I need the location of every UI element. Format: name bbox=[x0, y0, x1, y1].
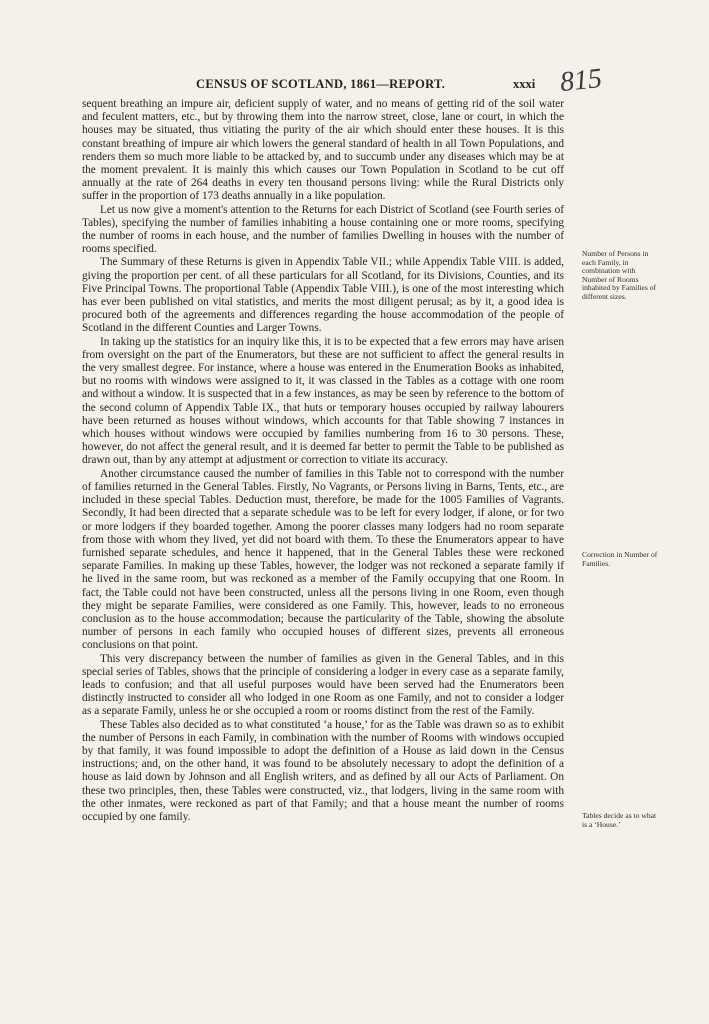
side-note-persons-rooms: Number of Persons in each Family, in combination with Number of Rooms inhabited by Families of different sizes. bbox=[582, 249, 657, 301]
page-header bbox=[0, 62, 709, 99]
running-title: CENSUS OF SCOTLAND, 1861—REPORT. bbox=[196, 77, 446, 91]
paragraph-7: These Tables also decided as to what constituted ‘a house,’ for as the Table was drawn so as to exhibit the number of Persons in each Family, in combination with the number of Rooms with windows occupied by that family, it was found impossible to adopt the definition of a House as laid down in the Census instructions; and, on the other hand, it was found to be absolutely necessary to adopt the definition of a house as laid down by Johnson and all English writers, and as defined by all our Acts of Parliament. On these two principles, then, these Tables were constructed, viz., that lodgers, living in the same room with the other inmates, were reckoned as part of that Family; and that a house meant the number of rooms occupied by one family. bbox=[82, 718, 564, 823]
side-note-house-definition: Tables decide as to what is a ‘House.’ bbox=[582, 811, 657, 829]
paragraph-2: Let us now give a moment's attention to the Returns for each District of Scotland (see Fourth series of Tables), specifying the number of families inhabiting a house containing one or more rooms, specifying the number of rooms in each house, and the number of families Dwelling in houses with the number of rooms specified. bbox=[82, 203, 564, 256]
side-note-correction: Correction in Number of Families. bbox=[582, 550, 658, 568]
handwritten-folio-number: 815 bbox=[558, 62, 604, 99]
paragraph-1: sequent breathing an impure air, deficient supply of water, and no means of getting rid of the soil water and feculent matters, etc., but by throwing them into the narrow street, close, lane or court, in which the houses may be situated, thus vitiating the purity of the air which should enter these houses. It is this constant breathing of impure air which lowers the general standard of health in all Town Populations, and renders them so much more liable to be attacked by, and to succumb under any diseases which may be at the moment prevalent. It is mainly this which causes our Town Population in Scotland to be cut off annually at the rate of 264 deaths in every ten thousand persons living: while the Rural Districts only suffer in the proportion of 173 deaths annually in a like population. bbox=[82, 98, 564, 203]
paragraph-6: This very discrepancy between the number of families as given in the General Tables, and in this special series of Tables, shows that the principle of considering a lodger in every case as a separate family, leads to confusion; and that all useful purposes would have been served had the Enumerators been distinctly instructed to consider all who lodged in one Room as one Family, and not to consider a lodger as a separate Family, unless he or she occupied a room or rooms distinct from the rest of the Family. bbox=[82, 652, 564, 718]
paragraph-4: In taking up the statistics for an inquiry like this, it is to be expected that a few errors may have arisen from oversight on the part of the Enumerators, but these are not sufficient to affect the general results in the very smallest degree. For instance, where a house was entered in the Enumeration Books as inhabited, but no rooms with windows were assigned to it, it was classed in the Tables as a cottage with one room and without a window. It is suspected that in a few instances, as may be seen by reference to the bottom of the second column of Appendix Table IX., that huts or temporary houses occupied by railway labourers have been returned as houses without windows, which accounts for that Table showing 7 instances in which houses without windows were occupied by families numbering from 16 to 30 persons. These, however, do not affect the general result, and it is deemed far better to permit the Table to be published as drawn out, than by any attempt at adjustment or correction to vitiate its accuracy. bbox=[82, 335, 564, 467]
page-number: xxxi bbox=[513, 77, 536, 91]
paragraph-5: Another circumstance caused the number of families in this Table not to correspond with the number of families returned in the General Tables. Firstly, No Vagrants, or Persons living in Barns, Tents, etc., are included in these special Tables. Deduction must, therefore, be made for the 1005 Families of Vagrants. Secondly, It had been directed that a separate schedule was to be left for every lodger, if alone, or for two or more lodgers if they boarded together. Among the poorer classes many lodgers had no room separate from those with whom they lived, yet did not board with them. To these the Enumerators appear to have furnished separate schedules, and hence it happened, that in the General Tables these were reckoned separate Families. In making up these Tables, however, the lodger was not reckoned a separate family if he lived in the same room, but was reckoned as a member of the Family occupying that one Room. In fact, the Table could not have been constructed, unless all the persons living in one Room, even though they might be separate Families, were considered as one Family. This, however, leads to no erroneous conclusion as to the house accommodation; because the particularity of the Table, showing the absolute number of persons in each family who occupied houses of different sizes, prevents all erroneous conclusions on that point. bbox=[82, 467, 564, 652]
body-text bbox=[82, 98, 564, 824]
paragraph-3: The Summary of these Returns is given in Appendix Table VII.; while Appendix Table VIII. is added, giving the proportion per cent. of all these particulars for all Scotland, for its Divisions, Counties, and its Five Principal Towns. The proportional Table (Appendix Table VIII.), is one of the most interesting which has ever been published on vital statistics, and merits the most diligent perusal; as by it, a good idea is procured both of the agreements and differences regarding the house accommodation of the people of Scotland in the different Counties and Larger Towns. bbox=[82, 256, 564, 335]
